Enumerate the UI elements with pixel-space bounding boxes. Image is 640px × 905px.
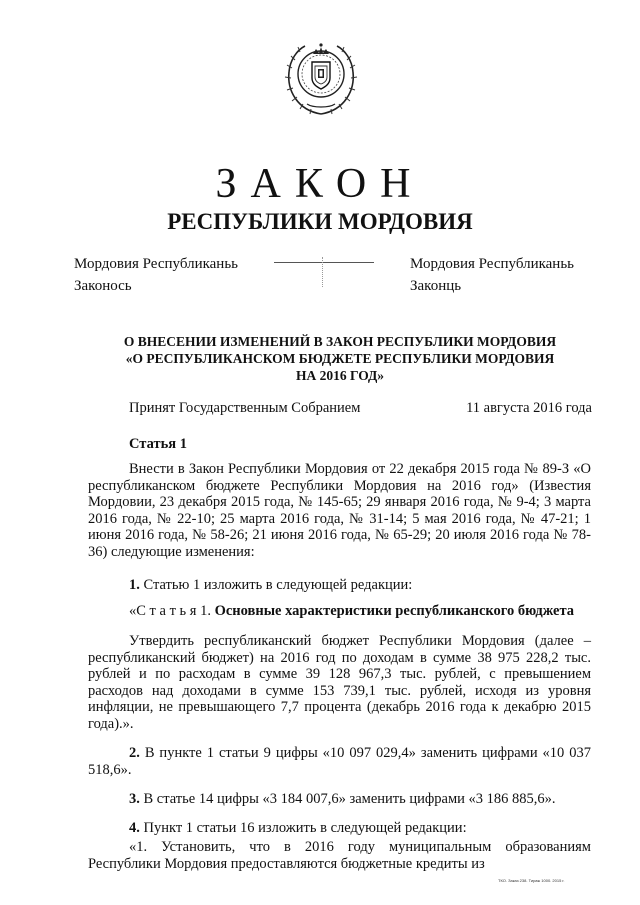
document-heading-line2: «О РЕСПУБЛИКАНСКОМ БЮДЖЕТЕ РЕСПУБЛИКИ МОРДОВИЯ — [125, 351, 555, 366]
new-article-body — [88, 633, 591, 732]
law-subtitle: РЕСПУБЛИКИ МОРДОВИЯ — [167, 209, 473, 234]
mokshan-title-line2: Законось — [74, 278, 132, 294]
item-2-text: В пункте 1 статьи 9 цифры «10 097 029,4» заменить цифрами «10 037 518,6». — [88, 745, 591, 778]
item-3-text: В статье 14 цифры «3 184 007,6» заменить цифрами «3 186 885,6». — [139, 791, 556, 807]
coat-of-arms-emblem — [283, 38, 359, 118]
law-title: ЗАКОН — [215, 161, 425, 207]
item-1-text: Статью 1 изложить в следующей редакции: — [139, 577, 413, 593]
new-article-title: Основные характеристики республиканского бюджета — [214, 603, 575, 619]
item-2 — [88, 745, 591, 778]
item-4-quote — [88, 839, 591, 872]
erzyan-title-line1: Мордовия Республиканьь — [410, 256, 575, 272]
mokshan-title-block — [74, 253, 238, 297]
intro-paragraph — [88, 461, 591, 560]
document-heading — [60, 333, 620, 384]
item-3 — [88, 791, 591, 808]
item-4-number: 4. — [129, 820, 140, 836]
intro-text: Внести в Закон Республики Мордовия от 22 декабря 2015 года № 89-З «О республиканском бюджете Республики Мордовия на 2016 год» (Известия Мордовии, 23 декабря 2015 года, № 145-65; 29 января 2016 года, № 9-4; 3 марта 2016 года, № 22-10; 25 марта 2016 года, № 31-14; 5 мая 2016 года, № 47-21; 1 июня 2016 года, № 58-26; 21 июня 2016 года, № 65-29; 20 июля 2016 года № 78-36) следующие изменения: — [88, 461, 591, 560]
adopted-date: 11 августа 2016 года — [466, 400, 592, 416]
item-1 — [88, 577, 591, 594]
document-heading-line1: О ВНЕСЕНИИ ИЗМЕНЕНИЙ В ЗАКОН РЕСПУБЛИКИ МОРДОВИЯ — [123, 334, 557, 349]
item-4 — [88, 820, 591, 837]
new-article-prefix: «С т а т ь я 1. — [129, 603, 215, 619]
adopted-by: Принят Государственным Собранием — [129, 400, 361, 416]
item-4-quote-text: «1. Установить, что в 2016 году муниципальным образованиям Республики Мордовия предоставляются бюджетные кредиты из — [88, 839, 591, 872]
header-divider-tick — [322, 257, 323, 287]
item-3-number: 3. — [129, 791, 140, 807]
header-divider — [274, 262, 374, 263]
item-2-number: 2. — [129, 745, 140, 761]
new-article-text: Утвердить республиканский бюджет Республики Мордовия (далее – республиканский бюджет) на 2016 год по доходам в сумме 38 975 228,2 тыс. рублей и по расходам в сумме 39 128 967,3 тыс. рублей, с превышением расходов над доходами в сумме 153 739,1 тыс. рублей, исходя из уровня инфляции, не превышающего 7,7 процента (декабрь 2016 года к декабрю 2015 года).». — [88, 633, 591, 732]
mokshan-title-line1: Мордовия Республиканьь — [74, 256, 239, 272]
item-1-number: 1. — [129, 577, 140, 593]
new-article-heading — [88, 603, 591, 620]
erzyan-title-block — [410, 253, 574, 297]
erzyan-title-line2: Законць — [410, 278, 462, 294]
item-4-text: Пункт 1 статьи 16 изложить в следующей редакции: — [139, 820, 467, 836]
print-mark: ТКО. Заказ 238. Тираж 1000. 2015 г. — [498, 878, 565, 883]
document-heading-line3: НА 2016 ГОД» — [295, 368, 385, 383]
article-title: Статья 1 — [129, 436, 187, 452]
